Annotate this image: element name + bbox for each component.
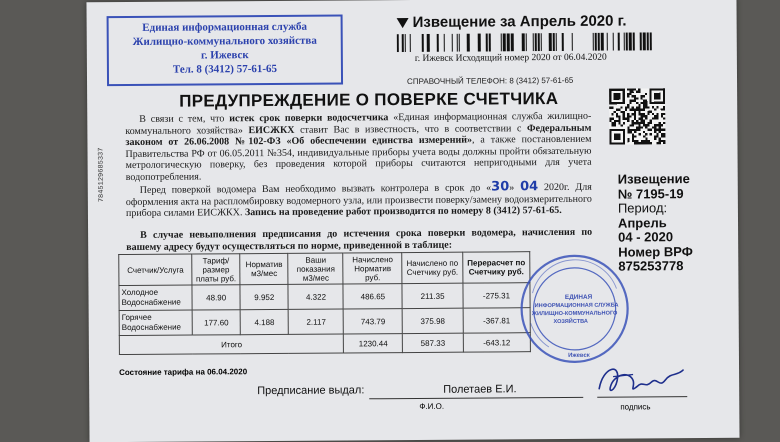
round-seal: [518, 252, 631, 365]
side-vrf-label: Номер ВРФ: [618, 243, 693, 260]
table-header-row: [119, 252, 530, 286]
issued-by-name: Полетаев Е.И.: [443, 383, 517, 396]
side-period-code: 04 - 2020: [618, 229, 674, 245]
fio-label: Ф.И.О.: [419, 401, 445, 411]
issued-by-label: Предписание выдал:: [257, 384, 365, 398]
deadline-month: 04: [520, 179, 539, 195]
side-notice-label: Извещение: [617, 171, 690, 187]
qr-code: [609, 88, 665, 144]
col-norm: Норматив м3/мес: [240, 253, 289, 284]
vertical-code: 7845129685337: [97, 147, 106, 203]
notice-paper: [86, 0, 739, 442]
stamp-line-3: г. Ижевск: [200, 49, 249, 62]
col-charged-meter: Начислено по Счетчику руб.: [402, 252, 463, 283]
side-period-label: Период:: [617, 200, 668, 216]
triangle-down-icon: [397, 18, 409, 28]
seal-city: Ижевск: [568, 352, 590, 359]
deadline-day: 30: [491, 179, 510, 195]
organization-stamp: [107, 14, 343, 86]
stamp-line-2: Жилищно-коммунального хозяйства: [132, 34, 317, 48]
name-line: [369, 397, 583, 399]
col-readings: Ваши показания м3/мес: [288, 253, 343, 284]
col-charged-norm: Начислено Норматив руб.: [343, 253, 402, 284]
tariff-date: Состояние тарифа на 06.04.2020: [119, 367, 248, 378]
tariff-table: [118, 251, 531, 355]
seal-line-4: ХОЗЯЙСТВА: [553, 318, 588, 326]
notice-title: [397, 13, 627, 32]
stamp-line-4: Тел. 8 (3412) 57-61-65: [172, 62, 278, 76]
col-service: Счетчик/Услуга: [119, 254, 192, 286]
col-recalc: Перерасчет по Счетчику руб.: [463, 252, 530, 283]
handwritten-signature: [593, 358, 689, 403]
main-title: ПРЕДУПРЕЖДЕНИЕ О ПОВЕРКЕ СЧЕТЧИКА: [179, 88, 559, 111]
seal-line-3: ЖИЛИЩНО-КОММУНАЛЬНОГО: [531, 310, 618, 318]
stamp-line-1: Единая информационная служба: [142, 20, 308, 34]
side-notice-number: № 7195-19: [617, 185, 684, 202]
table-row: Горячее Водоснабжение 177.60 4.188 2.117 743.79 375.98 -367.81: [119, 308, 530, 336]
table-row: Холодное Водоснабжение 48.90 9.952 4.322 486.65 211.35 -275.31: [119, 283, 530, 311]
col-tariff: Тариф/размер платы руб.: [192, 254, 240, 285]
table-total-row: Итого 1230.44 587.33 -643.12: [119, 333, 530, 355]
seal-line-1: ЕДИНАЯ: [564, 293, 593, 301]
side-vrf-number: 875253778: [618, 258, 684, 274]
paragraph-2: Перед поверкой водомера Вам необходимо вызвать контролера в срок до «30» 04 2020г. Для оформления акта на распломбировку водомерного узла, или произвести поверку/замену водоизмерительного прибора силами ЕИСЖКХ. Запись на проведение работ производится по номеру 8 (3412) 57-61-65.: [125, 179, 592, 220]
seal-line-2: ИНФОРМАЦИОННАЯ СЛУЖБА: [534, 302, 619, 310]
outgoing-number: г. Ижевск Исходящий номер 2020 от 06.04.2020: [414, 52, 607, 64]
reference-phone: СПРАВОЧНЫЙ ТЕЛЕФОН: 8 (3412) 57-61-65: [407, 75, 574, 87]
barcode: [397, 32, 653, 52]
side-period-month: Апрель: [617, 214, 667, 231]
signature-label: подпись: [620, 402, 651, 412]
paragraph-1: В связи с тем, что истек срок поверки водосчетчика «Единая информационная служба жилищно-коммунального хозяйства» ЕИСЖКХ ставит Вас в известность, что в соответствии с Федеральным законом от 26.06.2008 №102-ФЗ «Об обеспечении единства измерений», а также постановлением Правительства РФ от 06.05.2011 №354, индивидуальные приборы учета воды должны пройти обязательную метрологическую поверку, без проведения которой приборы считаются непригодными для учета водопотребления.: [125, 110, 592, 183]
notice-title-text: Извещение за Апрель 2020 г.: [412, 12, 627, 31]
paragraph-3: В случае невыполнения предписания до истечения срока поверки водомера, начисления по вашему адресу будут осуществляться по норме, приведенной в таблице:: [126, 226, 593, 253]
